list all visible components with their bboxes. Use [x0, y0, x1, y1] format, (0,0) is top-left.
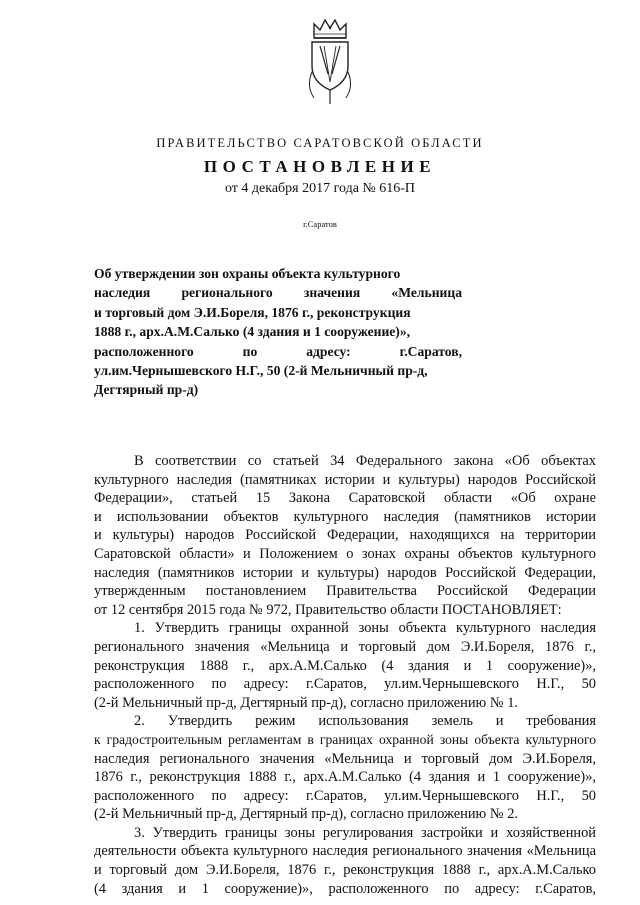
body-line: 2. Утвердить режим использования земель и требования	[134, 713, 596, 730]
document-date-number: от 4 декабря 2017 года № 616-П	[224, 181, 416, 196]
body-line: Саратовской области» и Положением о зонах охраны объектов культурного	[94, 545, 596, 562]
title-line: ул.им.Чернышевского Н.Г., 50 (2-й Мельничный пр-д,	[94, 362, 428, 378]
body-line: расположенного по адресу: г.Саратов, ул.им.Чернышевского Н.Г., 50	[94, 787, 596, 804]
title-line: наследия регионального значения «Мельница	[94, 285, 462, 301]
body-line: Федерации», статьей 15 Закона Саратовской области «Об охране	[94, 490, 596, 507]
document-city: г.Саратов	[303, 219, 337, 229]
body-line: 3. Утвердить границы зоны регулирования застройки и хозяйственной	[134, 824, 596, 841]
title-line: расположенного по адресу: г.Саратов,	[94, 343, 462, 359]
body-line: культурного наследия (памятниках истории и культуры) народов Российской	[94, 471, 596, 488]
body-line: к градостроительным регламентам в границах охранной зоны объекта культурного	[94, 731, 596, 747]
body-line: и использовании объектов культурного наследия (памятников истории	[94, 508, 596, 525]
organization-name: ПРАВИТЕЛЬСТВО САРАТОВСКОЙ ОБЛАСТИ	[156, 136, 484, 150]
body-line: 1876 г., реконструкция 1888 г., арх.А.М.Салько (4 здания и 1 сооружение)»,	[94, 769, 596, 786]
body-line: (2-й Мельничный пр-д, Дегтярный пр-д), согласно приложению № 1.	[94, 694, 519, 711]
document-type: ПОСТАНОВЛЕНИЕ	[203, 157, 437, 176]
document-title	[94, 264, 462, 400]
body-line: В соответствии со статьей 34 Федерального закона «Об объектах	[134, 453, 596, 469]
body-line: регионального значения «Мельница и торговый дом Э.И.Бореля, 1876 г.,	[94, 638, 596, 655]
body-line: и торговый дом Э.И.Бореля, 1876 г., реконструкция 1888 г., арх.А.М.Салько	[94, 862, 596, 879]
body-line: наследия (памятников истории и культуры) народов Российской Федерации,	[94, 564, 596, 581]
coat-of-arms-emblem	[300, 16, 360, 108]
body-line: утвержденным постановлением Правительства Российской Федерации	[94, 583, 596, 600]
body-line: (4 здания и 1 сооружение)», расположенного по адресу: г.Саратов,	[94, 880, 596, 897]
title-line: и торговый дом Э.И.Бореля, 1876 г., реконструкция	[94, 304, 411, 320]
body-line: 1. Утвердить границы охранной зоны объекта культурного наследия	[134, 620, 596, 637]
body-line: деятельности объекта культурного наследия регионального значения «Мельница	[94, 843, 596, 860]
body-line: и культуры) народов Российской Федерации, находящихся на территории	[94, 527, 596, 544]
title-line: Об утверждении зон охраны объекта культурного	[94, 266, 401, 281]
document-body	[94, 452, 596, 898]
body-line: расположенного по адресу: г.Саратов, ул.им.Чернышевского Н.Г., 50	[94, 676, 596, 693]
title-line: 1888 г., арх.А.М.Салько (4 здания и 1 сооружение)»,	[94, 324, 411, 340]
body-line: (2-й Мельничный пр-д, Дегтярный пр-д), согласно приложению № 2.	[94, 806, 519, 823]
body-line: реконструкция 1888 г., арх.А.М.Салько (4 здания и 1 сооружение)»,	[94, 657, 596, 674]
body-line: наследия регионального значения «Мельница и торговый дом Э.И.Бореля,	[94, 750, 596, 767]
body-line: от 12 сентября 2015 года № 972, Правительство области ПОСТАНОВЛЯЕТ:	[94, 601, 562, 618]
title-line: Дегтярный пр-д)	[94, 382, 199, 398]
